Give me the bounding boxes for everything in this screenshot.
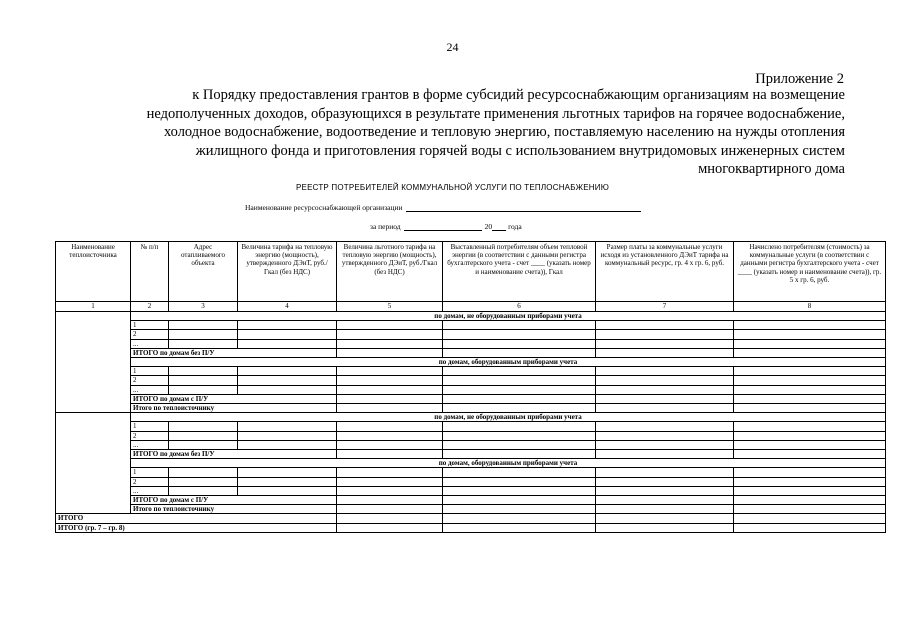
cell[interactable] (169, 376, 238, 385)
cell[interactable] (337, 496, 443, 505)
row-number: 1 (131, 468, 169, 477)
cell[interactable] (337, 376, 443, 385)
cell[interactable] (337, 477, 443, 486)
cell[interactable] (238, 431, 337, 440)
cell[interactable] (596, 422, 734, 431)
cell[interactable] (596, 339, 734, 348)
cell[interactable] (169, 477, 238, 486)
table-row (56, 413, 886, 422)
col-number: 7 (596, 302, 734, 312)
total-no-meter-label: ИТОГО по домам без П/У (131, 450, 337, 459)
cell[interactable] (734, 496, 886, 505)
cell[interactable] (169, 385, 238, 394)
row-number: 1 (131, 422, 169, 431)
cell[interactable] (337, 394, 443, 403)
cell[interactable] (734, 486, 886, 495)
table-row (56, 486, 886, 495)
total-no-meter-label: ИТОГО по домам без П/У (131, 348, 337, 357)
cell[interactable] (596, 348, 734, 357)
cell[interactable] (169, 486, 238, 495)
section-header-no-meter: по домам, не оборудованным приборами учета (131, 413, 886, 422)
table-row (56, 376, 886, 385)
cell[interactable] (734, 376, 886, 385)
table-row (56, 431, 886, 440)
cell[interactable] (238, 367, 337, 376)
cell[interactable] (443, 477, 596, 486)
col-number: 1 (56, 302, 131, 312)
cell[interactable] (238, 468, 337, 477)
cell[interactable] (596, 431, 734, 440)
table-row (56, 514, 886, 523)
col-header: Начислено потребителям (стоимость) за коммунальные услуги (в соответствии с данными регистра бухгалтерского учета - счет ____ (указать номер и наименование счета)), гр. 5 х гр. 6, руб. (734, 242, 886, 302)
col-header: Величина тарифа на тепловую энергию (мощность), утвержденного ДЭиТ, руб./Гкал (без НДС) (238, 242, 337, 302)
cell[interactable] (443, 440, 596, 449)
col-header: Размер платы за коммунальные услуги исходя из установленного ДЭиТ тарифа на коммунальный ресурс, гр. 4 х гр. 6, руб. (596, 242, 734, 302)
cell[interactable] (337, 431, 443, 440)
cell[interactable] (443, 348, 596, 357)
table-row (56, 358, 886, 367)
header-row (56, 242, 886, 302)
cell[interactable] (734, 330, 886, 339)
cell[interactable] (337, 505, 443, 514)
cell[interactable] (337, 385, 443, 394)
cell[interactable] (596, 477, 734, 486)
cell[interactable] (169, 440, 238, 449)
period-prefix: за период (370, 222, 401, 231)
cell[interactable] (337, 523, 443, 532)
cell[interactable] (734, 450, 886, 459)
col-header: Адрес отапливаемого объекта (169, 242, 238, 302)
cell[interactable] (169, 468, 238, 477)
row-number: ... (131, 339, 169, 348)
cell[interactable] (169, 339, 238, 348)
cell[interactable] (169, 431, 238, 440)
annex-subtitle: к Порядку предоставления грантов в форме субсидий ресурсоснабжающим организациям на возмещение недополученных доходов, образующихся в результате применения льготных тарифов на горячее водоснабжение, холодное водоснабжение, водоотведение и тепловую энергию, поставляемую населению на нужды отопления жилищного фонда и приготовления горячей воды с использованием внутридомовых инженерных систем многоквартирного дома (146, 87, 845, 177)
year-fill[interactable] (492, 222, 506, 231)
section-header-no-meter: по домам, не оборудованным приборами учета (131, 312, 886, 321)
cell[interactable] (337, 348, 443, 357)
cell[interactable] (734, 348, 886, 357)
col-number: 5 (337, 302, 443, 312)
cell[interactable] (596, 321, 734, 330)
cell[interactable] (238, 422, 337, 431)
table-row (56, 330, 886, 339)
cell[interactable] (443, 339, 596, 348)
cell[interactable] (238, 440, 337, 449)
col-header: Выставленный потребителям объем тепловой энергии (в соответствии с данными регистра бухгалтерского учета - счет ____ (указать номер и наименование счета)), Гкал (443, 242, 596, 302)
cell[interactable] (596, 486, 734, 495)
cell[interactable] (443, 523, 596, 532)
cell[interactable] (443, 431, 596, 440)
table-row (56, 468, 886, 477)
cell[interactable] (238, 330, 337, 339)
cell[interactable] (596, 367, 734, 376)
annex-title: Приложение 2 (755, 71, 844, 87)
cell[interactable] (337, 422, 443, 431)
cell[interactable] (238, 321, 337, 330)
table-row (56, 312, 886, 321)
cell[interactable] (596, 450, 734, 459)
col-header: № п/п (131, 242, 169, 302)
cell[interactable] (734, 468, 886, 477)
cell[interactable] (238, 477, 337, 486)
period-line (370, 222, 522, 231)
row-number: 2 (131, 477, 169, 486)
cell[interactable] (169, 321, 238, 330)
grand-total-diff-label: ИТОГО (гр. 7 – гр. 8) (56, 523, 337, 532)
cell[interactable] (443, 404, 596, 413)
org-fill-line[interactable] (406, 203, 641, 212)
cell[interactable] (238, 486, 337, 495)
source-name-cell[interactable] (56, 413, 131, 514)
cell[interactable] (596, 468, 734, 477)
cell[interactable] (337, 330, 443, 339)
total-meter-label: ИТОГО по домам с П/У (131, 394, 337, 403)
page-number: 24 (446, 40, 459, 54)
table-row (56, 496, 886, 505)
cell[interactable] (734, 394, 886, 403)
cell[interactable] (734, 440, 886, 449)
cell[interactable] (596, 376, 734, 385)
cell[interactable] (238, 339, 337, 348)
total-source-label: Итого по теплоисточнику (131, 404, 337, 413)
table-row (56, 394, 886, 403)
cell[interactable] (337, 367, 443, 376)
cell[interactable] (238, 385, 337, 394)
col-number: 8 (734, 302, 886, 312)
table-row (56, 505, 886, 514)
row-number: 1 (131, 367, 169, 376)
cell[interactable] (734, 477, 886, 486)
cell[interactable] (443, 422, 596, 431)
cell[interactable] (443, 385, 596, 394)
cell[interactable] (443, 514, 596, 523)
cell[interactable] (734, 523, 886, 532)
row-number: ... (131, 385, 169, 394)
cell[interactable] (443, 468, 596, 477)
row-number: ... (131, 486, 169, 495)
table-row (56, 422, 886, 431)
period-suffix: года (508, 222, 522, 231)
cell[interactable] (596, 385, 734, 394)
cell[interactable] (443, 367, 596, 376)
grand-total-label: ИТОГО (56, 514, 337, 523)
cell[interactable] (238, 376, 337, 385)
col-header: Наименование теплоисточника (56, 242, 131, 302)
table-row (56, 440, 886, 449)
table-row (56, 339, 886, 348)
cell[interactable] (734, 505, 886, 514)
cell[interactable] (734, 514, 886, 523)
table-row (56, 459, 886, 468)
cell[interactable] (734, 385, 886, 394)
cell[interactable] (337, 339, 443, 348)
total-source-label: Итого по теплоисточнику (131, 505, 337, 514)
cell[interactable] (734, 431, 886, 440)
col-number: 2 (131, 302, 169, 312)
cell[interactable] (169, 367, 238, 376)
source-name-cell[interactable] (56, 312, 131, 413)
total-meter-label: ИТОГО по домам с П/У (131, 496, 337, 505)
cell[interactable] (596, 440, 734, 449)
col-number: 4 (238, 302, 337, 312)
cell[interactable] (596, 404, 734, 413)
section-header-meter: по домам, оборудованным приборами учета (131, 358, 886, 367)
cell[interactable] (443, 496, 596, 505)
cell[interactable] (169, 330, 238, 339)
cell[interactable] (443, 330, 596, 339)
cell[interactable] (443, 321, 596, 330)
cell[interactable] (734, 339, 886, 348)
table-row (56, 367, 886, 376)
cell[interactable] (443, 450, 596, 459)
cell[interactable] (596, 505, 734, 514)
cell[interactable] (337, 468, 443, 477)
period-year: 20 (484, 222, 493, 231)
period-fill[interactable] (404, 222, 482, 231)
cell[interactable] (337, 450, 443, 459)
org-line (245, 203, 641, 212)
table-row (56, 321, 886, 330)
cell[interactable] (337, 440, 443, 449)
row-number: 1 (131, 321, 169, 330)
table-row (56, 404, 886, 413)
row-number: 2 (131, 431, 169, 440)
column-number-row (56, 302, 886, 312)
cell[interactable] (596, 394, 734, 403)
table-row (56, 523, 886, 532)
cell[interactable] (734, 321, 886, 330)
row-number: 2 (131, 330, 169, 339)
cell[interactable] (337, 514, 443, 523)
cell[interactable] (734, 404, 886, 413)
cell[interactable] (443, 505, 596, 514)
col-number: 6 (443, 302, 596, 312)
cell[interactable] (596, 523, 734, 532)
org-label: Наименование ресурсоснабжающей организации (245, 203, 403, 212)
cell[interactable] (337, 321, 443, 330)
cell[interactable] (596, 496, 734, 505)
cell[interactable] (337, 486, 443, 495)
section-header-meter: по домам, оборудованным приборами учета (131, 459, 886, 468)
cell[interactable] (596, 330, 734, 339)
table-row (56, 477, 886, 486)
register-table (55, 241, 886, 533)
cell[interactable] (734, 367, 886, 376)
row-number: ... (131, 440, 169, 449)
cell[interactable] (169, 422, 238, 431)
cell[interactable] (734, 422, 886, 431)
cell[interactable] (443, 486, 596, 495)
table-row (56, 348, 886, 357)
cell[interactable] (337, 404, 443, 413)
table-row (56, 450, 886, 459)
register-title: РЕЕСТР ПОТРЕБИТЕЛЕЙ КОММУНАЛЬНОЙ УСЛУГИ ПО ТЕПЛОСНАБЖЕНИЮ (296, 183, 609, 192)
col-number: 3 (169, 302, 238, 312)
col-header: Величина льготного тарифа на тепловую энергию (мощность), утвержденного ДЭиТ, руб./Гкал (без НДС) (337, 242, 443, 302)
cell[interactable] (596, 514, 734, 523)
cell[interactable] (443, 394, 596, 403)
row-number: 2 (131, 376, 169, 385)
table-row (56, 385, 886, 394)
cell[interactable] (443, 376, 596, 385)
